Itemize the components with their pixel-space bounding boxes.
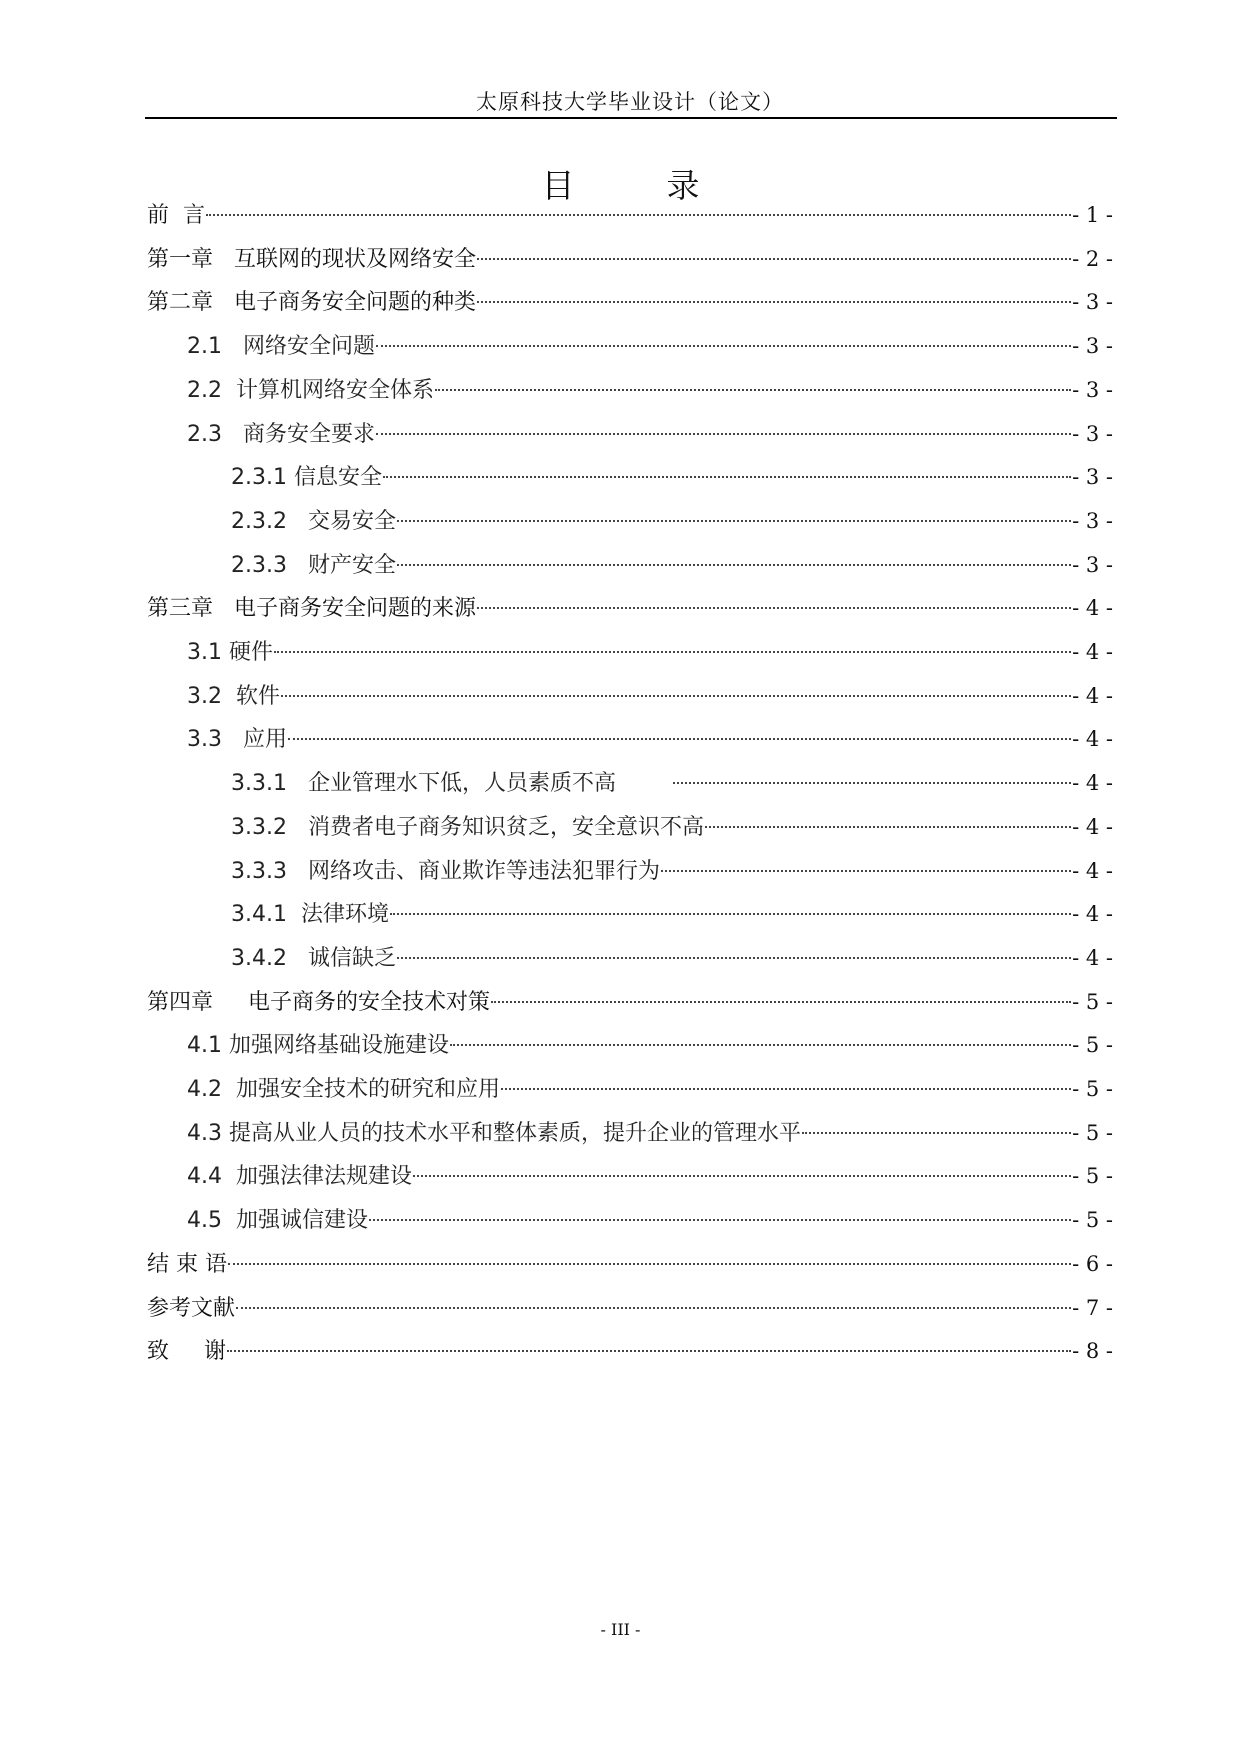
toc-entry[interactable] [187,723,1113,755]
toc-entry[interactable] [231,898,1113,930]
toc-entry-label: 3.3.3 网络攻击、商业欺诈等违法犯罪行为 [231,859,660,884]
toc-entry[interactable] [147,592,1113,624]
toc-entry-page: - 4 - [1072,771,1113,795]
toc-entry[interactable] [187,418,1113,450]
toc-entry[interactable] [187,1160,1113,1192]
toc-entry-label: 3.3.1 企业管理水下低，人员素质不高 [231,771,672,796]
toc-entry-label: 第二章 电子商务安全问题的种类 [147,290,476,315]
toc-entry-label: 4.5 加强诚信建设 [187,1208,368,1233]
toc-entry-page: - 3 - [1072,334,1113,358]
toc-entry[interactable] [231,549,1113,581]
toc-entry-label: 第三章 电子商务安全问题的来源 [147,596,476,621]
toc-entry-label: 3.4.2 诚信缺乏 [231,946,396,971]
toc-entry-page: - 4 - [1072,640,1113,664]
toc-dot-leader [206,214,1071,216]
toc-dot-leader [673,782,1071,784]
toc-entry-page: - 8 - [1072,1339,1113,1363]
toc-dot-leader [477,607,1071,609]
toc-entry-page: - 1 - [1072,203,1113,227]
toc-dot-leader [435,389,1071,391]
toc-entry[interactable] [147,1335,1113,1367]
toc-dot-leader [397,520,1071,522]
toc-entry-page: - 4 - [1072,815,1113,839]
toc-entry-page: - 4 - [1072,946,1113,970]
toc-entry-label: 致 谢 [147,1339,226,1364]
toc-entry-label: 3.2 软件 [187,684,280,709]
toc-entry-label: 第四章 电子商务的安全技术对策 [147,990,490,1015]
toc-entry[interactable] [147,1292,1113,1324]
toc-dot-leader [477,258,1071,260]
toc-entry-page: - 5 - [1072,990,1113,1014]
toc-entry-label: 2.3.1 信息安全 [231,465,382,490]
toc-entry-page: - 5 - [1072,1033,1113,1057]
toc-entry-label: 4.1 加强网络基础设施建设 [187,1033,449,1058]
toc-entry-label: 3.1 硬件 [187,640,273,665]
toc-entry-label: 4.3 提高从业人员的技术水平和整体素质，提升企业的管理水平 [187,1121,801,1146]
toc-entry-page: - 5 - [1072,1164,1113,1188]
toc-entry-page: - 4 - [1072,859,1113,883]
toc-dot-leader [383,476,1071,478]
page-header: 太原科技大学毕业设计（论文） [476,90,784,114]
toc-entry[interactable] [187,374,1113,406]
toc-entry-page: - 4 - [1072,684,1113,708]
toc-dot-leader [501,1088,1071,1090]
toc-dot-leader [227,1350,1071,1352]
page-number: - III - [600,1620,641,1639]
toc-entry[interactable] [231,767,1113,799]
toc-entry-page: - 3 - [1072,378,1113,402]
toc-entry-page: - 3 - [1072,509,1113,533]
toc-dot-leader [236,1307,1071,1309]
toc-entry[interactable] [147,243,1113,275]
toc-entry-label: 参考文献 [147,1296,236,1321]
toc-entry-page: - 3 - [1072,290,1113,314]
toc-entry-page: - 3 - [1072,422,1113,446]
toc-entry[interactable] [231,811,1113,843]
header-rule [145,117,1117,119]
toc-entry-page: - 2 - [1072,247,1113,271]
toc-entry-page: - 5 - [1072,1121,1113,1145]
toc-entry-label: 2.3.2 交易安全 [231,509,396,534]
toc-entry-page: - 3 - [1072,553,1113,577]
toc-dot-leader [228,1263,1071,1265]
toc-entry-label: 2.1 网络安全问题 [187,334,375,359]
toc-entry[interactable] [187,1073,1113,1105]
toc-dot-leader [274,651,1071,653]
toc-dot-leader [491,1001,1071,1003]
toc-entry-page: - 4 - [1072,596,1113,620]
toc-entry-label: 2.2 计算机网络安全体系 [187,378,434,403]
toc-dot-leader [413,1175,1071,1177]
toc-entry-page: - 5 - [1072,1077,1113,1101]
toc-entry-label: 结 束 语 [147,1252,227,1277]
toc-entry[interactable] [187,636,1113,668]
toc-dot-leader [281,695,1071,697]
toc-dot-leader [802,1132,1071,1134]
toc-entry[interactable] [187,680,1113,712]
toc-entry-label: 3.3 应用 [187,727,287,752]
toc-entry[interactable] [147,986,1113,1018]
toc-entry-page: - 5 - [1072,1208,1113,1232]
toc-dot-leader [288,738,1071,740]
toc-dot-leader [397,564,1071,566]
toc-entry[interactable] [187,1117,1113,1149]
toc-entry[interactable] [231,505,1113,537]
toc-entry[interactable] [187,1204,1113,1236]
toc-dot-leader [390,913,1071,915]
toc-entry[interactable] [231,855,1113,887]
toc-entry[interactable] [231,942,1113,974]
toc-dot-leader [376,345,1071,347]
toc-entry[interactable] [187,1029,1113,1061]
toc-entry-page: - 7 - [1072,1296,1113,1320]
toc-entry-label: 4.2 加强安全技术的研究和应用 [187,1077,500,1102]
toc-entry-label: 3.4.1 法律环境 [231,902,389,927]
toc-entry[interactable] [147,199,1113,231]
toc-dot-leader [397,957,1071,959]
toc-entry-page: - 4 - [1072,727,1113,751]
toc-entry-label: 4.4 加强法律法规建设 [187,1164,412,1189]
toc-dot-leader [661,870,1071,872]
toc-entry-page: - 4 - [1072,902,1113,926]
toc-entry[interactable] [147,286,1113,318]
toc-entry-label: 2.3.3 财产安全 [231,553,396,578]
toc-title-right: 录 [666,166,700,205]
toc-entry-label: 3.3.2 消费者电子商务知识贫乏，安全意识不高 [231,815,704,840]
toc-entry-page: - 6 - [1072,1252,1113,1276]
toc-dot-leader [369,1219,1071,1221]
toc-entry[interactable] [187,330,1113,362]
toc-entry[interactable] [231,461,1113,493]
toc-entry-label: 前 言 [147,203,205,228]
toc-dot-leader [450,1044,1071,1046]
toc-dot-leader [477,301,1071,303]
toc-title-left: 目 [541,166,575,205]
toc-dot-leader [705,826,1071,828]
toc-entry-label: 第一章 互联网的现状及网络安全 [147,247,476,272]
toc-entry[interactable] [147,1248,1113,1280]
toc-entry-page: - 3 - [1072,465,1113,489]
toc-entry-label: 2.3 商务安全要求 [187,422,375,447]
toc-dot-leader [376,433,1071,435]
